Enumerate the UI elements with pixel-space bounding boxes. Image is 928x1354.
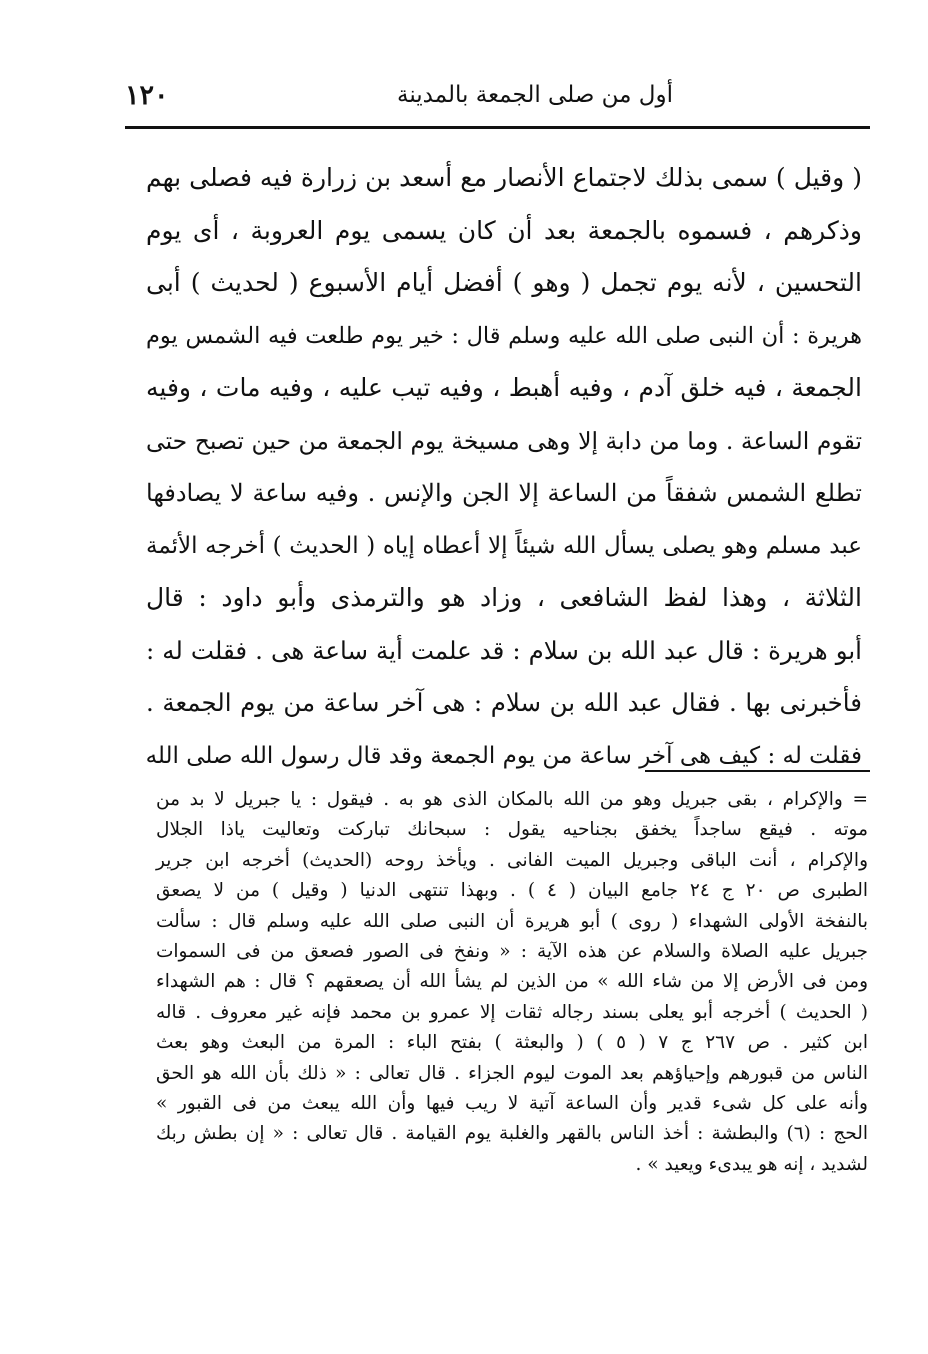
text-line: تقوم الساعة . وما من دابة إلا وهى مسيخة يوم الجمعة من حين تصبح حتى: [146, 426, 862, 455]
footnote-line: لشديد ، إنه هو يبدىء ويعيد » .: [635, 1153, 868, 1175]
footnote-line: الحج : (٦) والبطشة : أخذ الناس بالقهر والغلبة يوم القيامة . قال تعالى : « إن بطش ربك: [156, 1123, 868, 1145]
page-header: [125, 76, 868, 116]
footnote-line: ابن كثير . ص ٢٦٧ ج ٧ ( ٥ ) ( والبعثة ) بفتح الباء : المرة من البعث وهو بعث: [156, 1032, 869, 1054]
text-line: الجمعة ، فيه خلق آدم ، وفيه أهبط ، وفيه تيب عليه ، وفيه مات ، وفيه: [146, 373, 862, 402]
header-rule: [125, 126, 870, 129]
text-line: عبد مسلم وهو يصلى يسأل الله شيئاً إلا أعطاه إياه ( الحديث ) أخرجه الأئمة: [146, 532, 862, 559]
footnote-line: موته . فيقع ساجداً يخفق بجناحيه يقول : سبحانك تباركت وتعاليت ياذا الجلال: [156, 819, 868, 841]
text-line: الثلاثة ، وهذا لفظ الشافعى ، وزاد هو والترمذى وأبو داود : قال: [146, 583, 862, 612]
text-line: تطلع الشمس شفقاً من الساعة إلا الجن والإنس . وفيه ساعة لا يصادفها: [146, 479, 862, 507]
footnote-line: وأنه على كل شىء قدير وأن الساعة آتية لا ريب فيها وأن الله يبعث من فى القبور »: [156, 1092, 868, 1114]
text-line: فأخبرنى بها . فقال عبد الله بن سلام : هى آخر ساعة من يوم الجمعة .: [146, 688, 862, 717]
footnote-line: جبريل عليه الصلاة والسلام عن هذه الآية : « ونفخ فى الصور فصعق من فى السموات: [156, 940, 868, 962]
footnote-line: ومن فى الأرض إلا من شاء الله » من الذين لم يشأ الله أن يصعقهم ؟ قال : هم الشهداء: [156, 971, 868, 993]
text-line: التحسين ، لأنه يوم تجمل ( وهو ) أفضل أيام الأسبوع ( لحديث ) أبى: [146, 268, 862, 297]
text-line: هريرة : أن النبى صلى الله عليه وسلم قال : خير يوم طلعت فيه الشمس يوم: [146, 322, 862, 349]
main-text: [146, 152, 862, 782]
running-title: أول من صلى الجمعة بالمدينة: [396, 82, 674, 108]
text-line: أبو هريرة : قال عبد الله بن سلام : قد علمت أية ساعة هى . فقلت له :: [146, 635, 862, 665]
footnote-line: بالنفخة الأولى الشهداء ( روى ) أبو هريرة أن النبى صلى الله عليه وسلم قال : سألت: [156, 910, 868, 932]
footnote-line: ( الحديث ) أخرجه أبو يعلى بسند رجاله ثقات إلا عمرو بن محمد فإنه غير معروف . قاله: [156, 1001, 868, 1023]
footnote-line: = والإكرام ، بقى جبريل وهو من الله بالمكان الذى هو به . فيقول : يا جبريل لا بد من: [156, 789, 868, 810]
footnotes: [156, 785, 868, 1180]
text-line: وذكرهم ، فسموه بالجمعة بعد أن كان يسمى يوم العروبة ، أى يوم: [146, 215, 862, 245]
footnote-line: والإكرام ، أنت الباقى وجبريل الميت الفانى . ويأخذ روحه (الحديث) أخرجه ابن جرير: [156, 849, 868, 871]
text-line: ( وقيل ) سمى بذلك لاجتماع الأنصار مع أسعد بن زرارة فيه فصلى بهم: [146, 163, 862, 192]
footnote-separator: [645, 770, 870, 772]
text-line: فقلت له : كيف هى آخر ساعة من يوم الجمعة وقد قال رسول الله صلى الله: [145, 742, 862, 769]
footnote-line: الطبرى ص ٢٠ ج ٢٤ جامع البيان ( ٤ ) . وبهذا تنتهى الدنيا ( وقيل ) من لا يصعق: [156, 880, 868, 902]
footnote-line: الناس من قبورهم وإحياؤهم بعد الموت ليوم الجزاء . قال تعالى : « ذلك بأن الله هو الحق: [156, 1062, 868, 1084]
page-number: ١٢٠: [125, 80, 169, 111]
